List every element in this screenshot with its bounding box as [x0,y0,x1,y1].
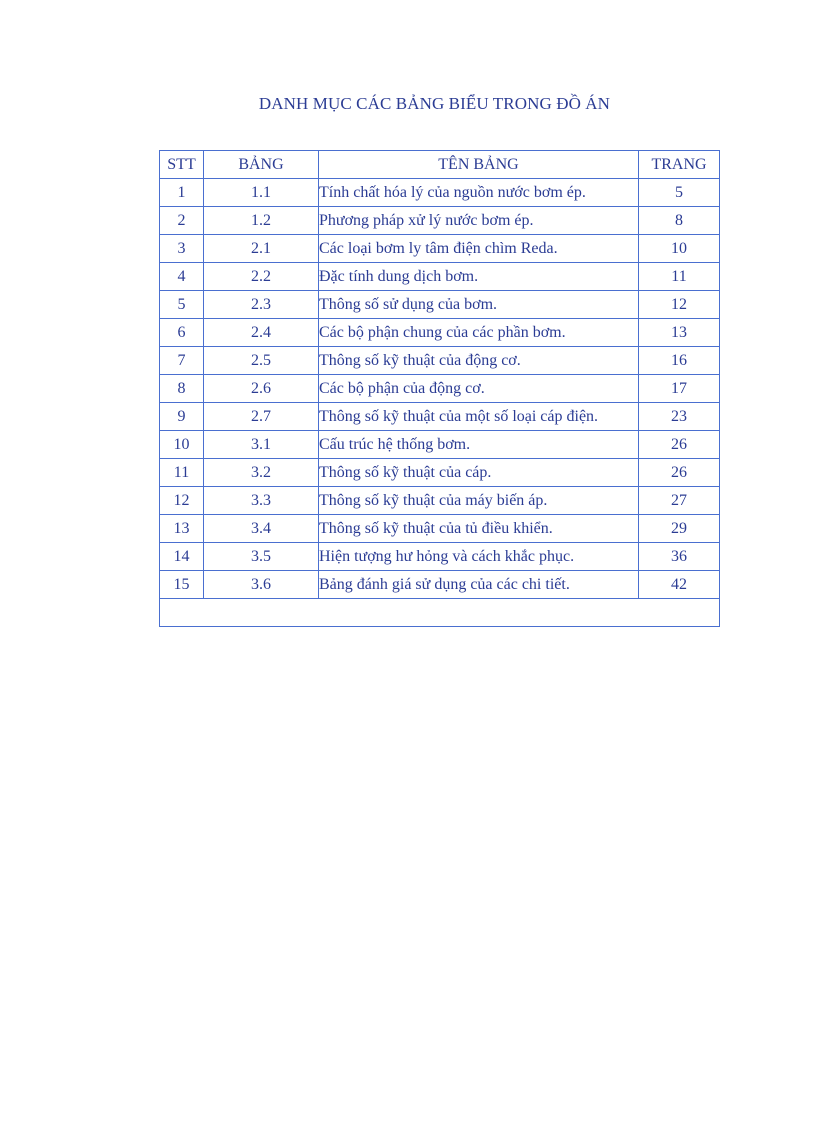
page-title: DANH MỤC CÁC BẢNG BIỂU TRONG ĐỒ ÁN [258,94,611,113]
cell-trang: 23 [639,403,720,431]
cell-bang: 2.3 [204,291,319,319]
cell-bang: 3.2 [204,459,319,487]
cell-stt: 1 [160,179,204,207]
cell-stt: 15 [160,571,204,599]
cell-ten-bang: Các bộ phận của động cơ. [319,375,639,403]
table-row [160,515,720,543]
cell-stt: 10 [160,431,204,459]
cell-stt: 12 [160,487,204,515]
cell-ten-bang: Thông số kỹ thuật của cáp. [319,459,639,487]
cell-trang: 5 [639,179,720,207]
table-row [160,487,720,515]
cell-bang: 2.5 [204,347,319,375]
cell-ten-bang: Cấu trúc hệ thống bơm. [319,431,639,459]
cell-trang: 26 [639,459,720,487]
cell-trang: 17 [639,375,720,403]
cell-stt: 7 [160,347,204,375]
cell-bang: 3.1 [204,431,319,459]
table-row [160,403,720,431]
cell-ten-bang: Thông số kỹ thuật của một số loại cáp điện. [319,403,639,431]
empty-cell [160,599,720,627]
cell-ten-bang: Bảng đánh giá sử dụng của các chi tiết. [319,571,639,599]
cell-bang: 3.5 [204,543,319,571]
cell-ten-bang: Thông số kỹ thuật của máy biến áp. [319,487,639,515]
cell-trang: 12 [639,291,720,319]
cell-ten-bang: Các bộ phận chung của các phần bơm. [319,319,639,347]
table-row [160,571,720,599]
table-row [160,459,720,487]
cell-bang: 3.6 [204,571,319,599]
table-row [160,375,720,403]
cell-trang: 11 [639,263,720,291]
table-empty-row [160,599,720,627]
cell-bang: 3.3 [204,487,319,515]
column-header-bang: BẢNG [204,151,319,179]
table-row [160,543,720,571]
cell-trang: 16 [639,347,720,375]
table-row [160,235,720,263]
cell-bang: 2.4 [204,319,319,347]
cell-ten-bang: Thông số sử dụng của bơm. [319,291,639,319]
cell-stt: 2 [160,207,204,235]
cell-stt: 11 [160,459,204,487]
cell-stt: 5 [160,291,204,319]
table-row [160,319,720,347]
table-header-row [160,151,720,179]
column-header-ten-bang: TÊN BẢNG [319,151,639,179]
cell-stt: 13 [160,515,204,543]
table-row [160,431,720,459]
cell-ten-bang: Tính chất hóa lý của nguồn nước bơm ép. [319,179,639,207]
cell-trang: 13 [639,319,720,347]
cell-bang: 2.6 [204,375,319,403]
column-header-stt: STT [160,151,204,179]
cell-ten-bang: Phương pháp xử lý nước bơm ép. [319,207,639,235]
cell-stt: 4 [160,263,204,291]
cell-stt: 8 [160,375,204,403]
cell-ten-bang: Thông số kỹ thuật của động cơ. [319,347,639,375]
cell-bang: 2.1 [204,235,319,263]
cell-trang: 36 [639,543,720,571]
column-header-trang: TRANG [639,151,720,179]
cell-trang: 10 [639,235,720,263]
cell-bang: 1.1 [204,179,319,207]
cell-ten-bang: Các loại bơm ly tâm điện chìm Reda. [319,235,639,263]
cell-trang: 26 [639,431,720,459]
table-row [160,347,720,375]
cell-bang: 1.2 [204,207,319,235]
cell-trang: 27 [639,487,720,515]
cell-bang: 2.7 [204,403,319,431]
cell-stt: 6 [160,319,204,347]
cell-stt: 9 [160,403,204,431]
cell-trang: 29 [639,515,720,543]
cell-stt: 14 [160,543,204,571]
cell-ten-bang: Đặc tính dung dịch bơm. [319,263,639,291]
cell-trang: 8 [639,207,720,235]
cell-trang: 42 [639,571,720,599]
table-list [159,150,720,627]
table-row [160,207,720,235]
cell-bang: 3.4 [204,515,319,543]
cell-bang: 2.2 [204,263,319,291]
table-row [160,263,720,291]
table-row [160,291,720,319]
cell-ten-bang: Hiện tượng hư hỏng và cách khắc phục. [319,543,639,571]
cell-stt: 3 [160,235,204,263]
cell-ten-bang: Thông số kỹ thuật của tủ điều khiển. [319,515,639,543]
table-row [160,179,720,207]
